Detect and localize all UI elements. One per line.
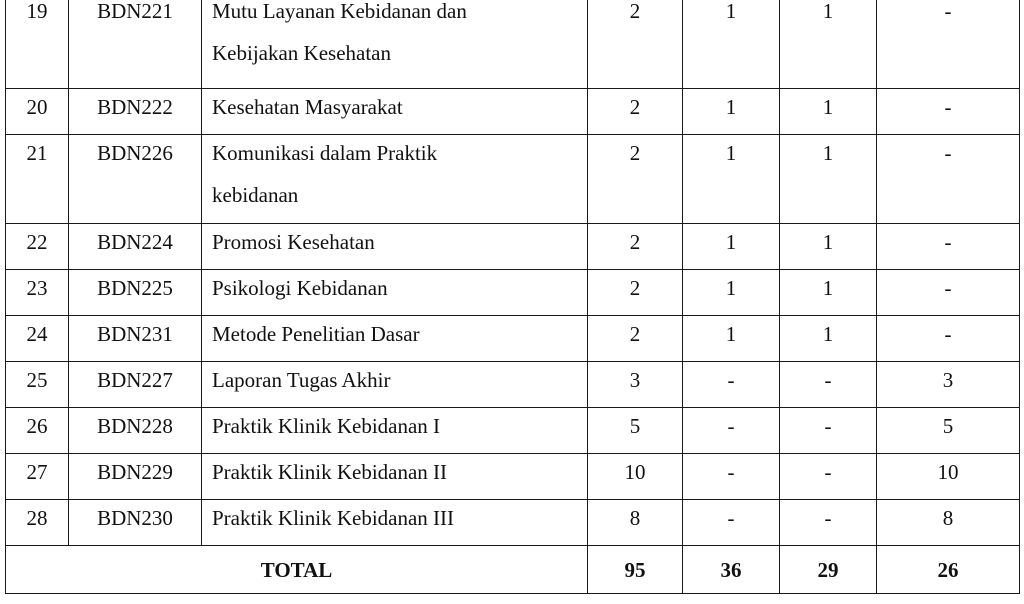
course-practice: - <box>780 362 877 408</box>
course-sks: 8 <box>588 500 683 546</box>
total-row <box>6 546 1020 594</box>
table-row <box>6 408 1020 454</box>
course-name: Praktik Klinik Kebidanan I <box>202 408 588 454</box>
row-number: 28 <box>6 500 69 546</box>
course-theory: 1 <box>683 224 780 270</box>
course-clinical: 5 <box>877 408 1020 454</box>
table-row <box>6 454 1020 500</box>
course-code: BDN227 <box>69 362 202 408</box>
row-number: 22 <box>6 224 69 270</box>
course-code: BDN221 <box>69 0 202 89</box>
total-sks: 95 <box>588 546 683 594</box>
table-row <box>6 135 1020 224</box>
table-row <box>6 316 1020 362</box>
total-theory: 36 <box>683 546 780 594</box>
row-number: 27 <box>6 454 69 500</box>
course-code: BDN226 <box>69 135 202 224</box>
course-theory: 1 <box>683 0 780 89</box>
course-theory: 1 <box>683 135 780 224</box>
course-sks: 3 <box>588 362 683 408</box>
course-theory: - <box>683 362 780 408</box>
row-number: 24 <box>6 316 69 362</box>
course-clinical: 8 <box>877 500 1020 546</box>
course-practice: 1 <box>780 0 877 89</box>
course-practice: 1 <box>780 270 877 316</box>
course-sks: 2 <box>588 89 683 135</box>
course-sks: 2 <box>588 316 683 362</box>
row-number: 26 <box>6 408 69 454</box>
course-sks: 2 <box>588 135 683 224</box>
course-clinical: 10 <box>877 454 1020 500</box>
row-number: 21 <box>6 135 69 224</box>
table-row <box>6 362 1020 408</box>
table-row <box>6 224 1020 270</box>
curriculum-table <box>5 0 1020 594</box>
course-code: BDN225 <box>69 270 202 316</box>
course-code: BDN229 <box>69 454 202 500</box>
course-code: BDN228 <box>69 408 202 454</box>
course-name: Kesehatan Masyarakat <box>202 89 588 135</box>
total-label: TOTAL <box>6 546 588 594</box>
table-row <box>6 89 1020 135</box>
course-practice: - <box>780 454 877 500</box>
row-number: 19 <box>6 0 69 89</box>
course-name: Metode Penelitian Dasar <box>202 316 588 362</box>
course-name: Laporan Tugas Akhir <box>202 362 588 408</box>
row-number: 20 <box>6 89 69 135</box>
course-sks: 5 <box>588 408 683 454</box>
course-name: Komunikasi dalam Praktik kebidanan <box>202 135 588 224</box>
course-theory: - <box>683 408 780 454</box>
course-name: Praktik Klinik Kebidanan II <box>202 454 588 500</box>
course-code: BDN224 <box>69 224 202 270</box>
table-row <box>6 500 1020 546</box>
course-name: Psikologi Kebidanan <box>202 270 588 316</box>
row-number: 25 <box>6 362 69 408</box>
course-clinical: 3 <box>877 362 1020 408</box>
course-practice: 1 <box>780 316 877 362</box>
total-clinical: 26 <box>877 546 1020 594</box>
course-name: Mutu Layanan Kebidanan dan Kebijakan Kesehatan <box>202 0 588 89</box>
course-sks: 2 <box>588 0 683 89</box>
total-practice: 29 <box>780 546 877 594</box>
course-name: Promosi Kesehatan <box>202 224 588 270</box>
course-theory: - <box>683 454 780 500</box>
course-practice: 1 <box>780 224 877 270</box>
course-clinical: - <box>877 0 1020 89</box>
table-row <box>6 0 1020 89</box>
course-sks: 2 <box>588 270 683 316</box>
course-code: BDN230 <box>69 500 202 546</box>
course-sks: 10 <box>588 454 683 500</box>
course-code: BDN222 <box>69 89 202 135</box>
course-theory: 1 <box>683 89 780 135</box>
course-theory: 1 <box>683 270 780 316</box>
course-practice: 1 <box>780 89 877 135</box>
course-practice: 1 <box>780 135 877 224</box>
course-practice: - <box>780 500 877 546</box>
course-clinical: - <box>877 316 1020 362</box>
course-theory: - <box>683 500 780 546</box>
course-code: BDN231 <box>69 316 202 362</box>
course-clinical: - <box>877 135 1020 224</box>
course-sks: 2 <box>588 224 683 270</box>
course-name: Praktik Klinik Kebidanan III <box>202 500 588 546</box>
row-number: 23 <box>6 270 69 316</box>
course-clinical: - <box>877 270 1020 316</box>
course-practice: - <box>780 408 877 454</box>
table-row <box>6 270 1020 316</box>
course-clinical: - <box>877 89 1020 135</box>
course-theory: 1 <box>683 316 780 362</box>
course-clinical: - <box>877 224 1020 270</box>
